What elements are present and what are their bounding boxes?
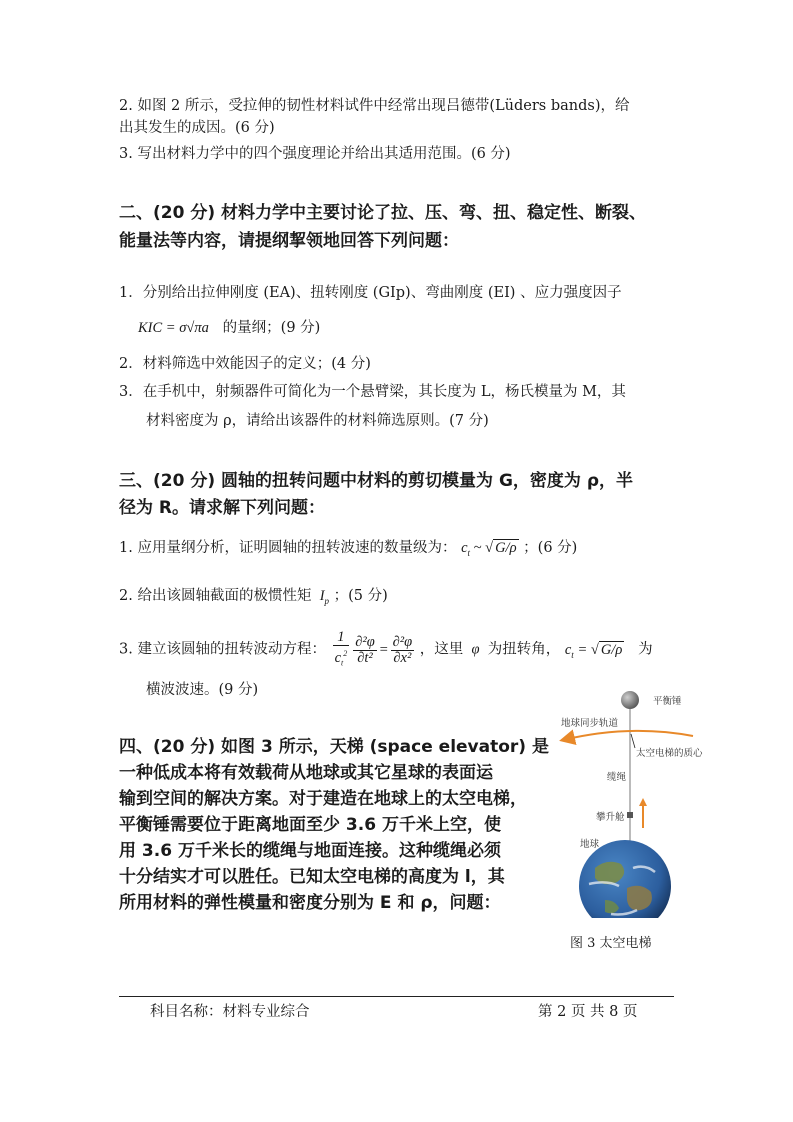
section4-line-3: 输到空间的解决方案。对于建造在地球上的太空电梯， [119,789,527,809]
section4-line-2: 一种低成本将有效载荷从地球或其它星球的表面运 [119,763,493,783]
section4-line-6: 十分结实才可以胜任。已知太空电梯的高度为 l，其 [119,867,505,887]
section2-heading-line2: 能量法等内容，请提纲挈领地回答下列问题： [119,231,459,251]
footer-subject: 科目名称：材料专业综合 [150,1004,310,1020]
label-earth: 地球 [580,839,600,850]
wave-speed-estimate: $c_t$ ~ √ G/ρ [461,540,517,558]
section3-heading-line2: 径为 R。请求解下列问题： [119,498,326,518]
q2-1-line2 [138,318,320,338]
section4-line-5: 用 3.6 万千米长的缆绳与地面连接。这种缆绳必须 [119,841,501,861]
section4-line-4: 平衡锤需要位于距离地面至少 3.6 万千米上空，使 [119,815,501,835]
label-center-of-mass: 太空电梯的质心 [636,748,703,759]
footer-page-number: 第 2 页 共 8 页 [538,1004,638,1020]
label-cable: 缆绳 [607,772,627,783]
wave-speed-definition: $c_t$ = √ G/ρ [564,641,623,660]
section4-line-1: 四、(20 分) 如图 3 所示，天梯 (space elevator) 是 [119,737,549,757]
q3-1-prefix: 1. 应用量纲分析，证明圆轴的扭转波速的数量级为： [119,540,457,556]
q2-1-suffix: 的量纲；(9 分) [222,320,321,336]
q3-3-line2: 横波波速。(9 分) [146,682,259,698]
q3-2-suffix: ；(5 分) [333,588,388,604]
q3-3-suffix: 为 [638,641,653,658]
q3-3-mid: ，这里 [419,641,464,658]
q3-3-mid2: 为扭转角， [487,641,561,658]
q3-2 [119,586,388,611]
center-pointer [631,734,635,748]
figure3-caption: 图 3 太空电梯 [570,936,652,951]
climber-pod [627,812,633,818]
earth-globe [579,840,671,918]
q3-1 [119,538,577,563]
geosync-orbit-arc [563,731,693,740]
stress-intensity-formula: KIC = σ√πa [138,320,209,336]
q2-2: 2．材料筛选中效能因子的定义；(4 分) [119,356,371,372]
q1-2-line2: 出其发生的成因。(6 分) [119,120,275,136]
q3-2-prefix: 2. 给出该圆轴截面的极惯性矩 [119,588,312,604]
q1-3: 3. 写出材料力学中的四个强度理论并给出其适用范围。(6 分) [119,146,511,162]
label-climber: 攀升舱 [596,812,625,823]
counterweight-ball [621,691,639,709]
q2-1-line1: 1．分别给出拉伸刚度 (EA)、扭转刚度 (GIp)、弯曲刚度 (EI) 、应力强度因子 [119,285,622,301]
q1-2-line1: 2. 如图 2 所示，受拉伸的韧性材料试件中经常出现吕德带(Lüders bands)，给 [119,98,630,114]
q2-3-line2: 材料密度为 ρ，请给出该器件的材料筛选原则。(7 分) [146,413,489,429]
section2-heading-line1: 二、(20 分) 材料力学中主要讨论了拉、压、弯、扭、稳定性、断裂、 [119,203,647,223]
section3-heading-line1: 三、(20 分) 圆轴的扭转问题中材料的剪切模量为 G，密度为 ρ，半 [119,471,633,491]
section4-line-7: 所用材料的弹性模量和密度分别为 E 和 ρ，问题： [119,893,501,913]
polar-moment-symbol: $I_p$ [316,588,330,606]
label-orbit: 地球同步轨道 [561,718,619,729]
label-counterweight: 平衡锤 [653,696,682,707]
q3-3 [119,630,653,671]
torsion-wave-equation: $\frac{1}{c_t^2}$ $\frac{\text{∂²φ}}{\text{∂t²}}$ = $\frac{\text{∂²φ}}{\text{∂x²}}$ [334,629,413,668]
q3-1-suffix: ；(6 分) [523,540,578,556]
q3-3-prefix: 3. 建立该圆轴的扭转波动方程： [119,641,326,658]
torsion-angle-symbol: φ [467,641,484,658]
footer-rule [119,996,674,997]
q2-3-line1: 3．在手机中，射频器件可简化为一个悬臂梁，其长度为 L，杨氏模量为 M，其 [119,384,626,400]
